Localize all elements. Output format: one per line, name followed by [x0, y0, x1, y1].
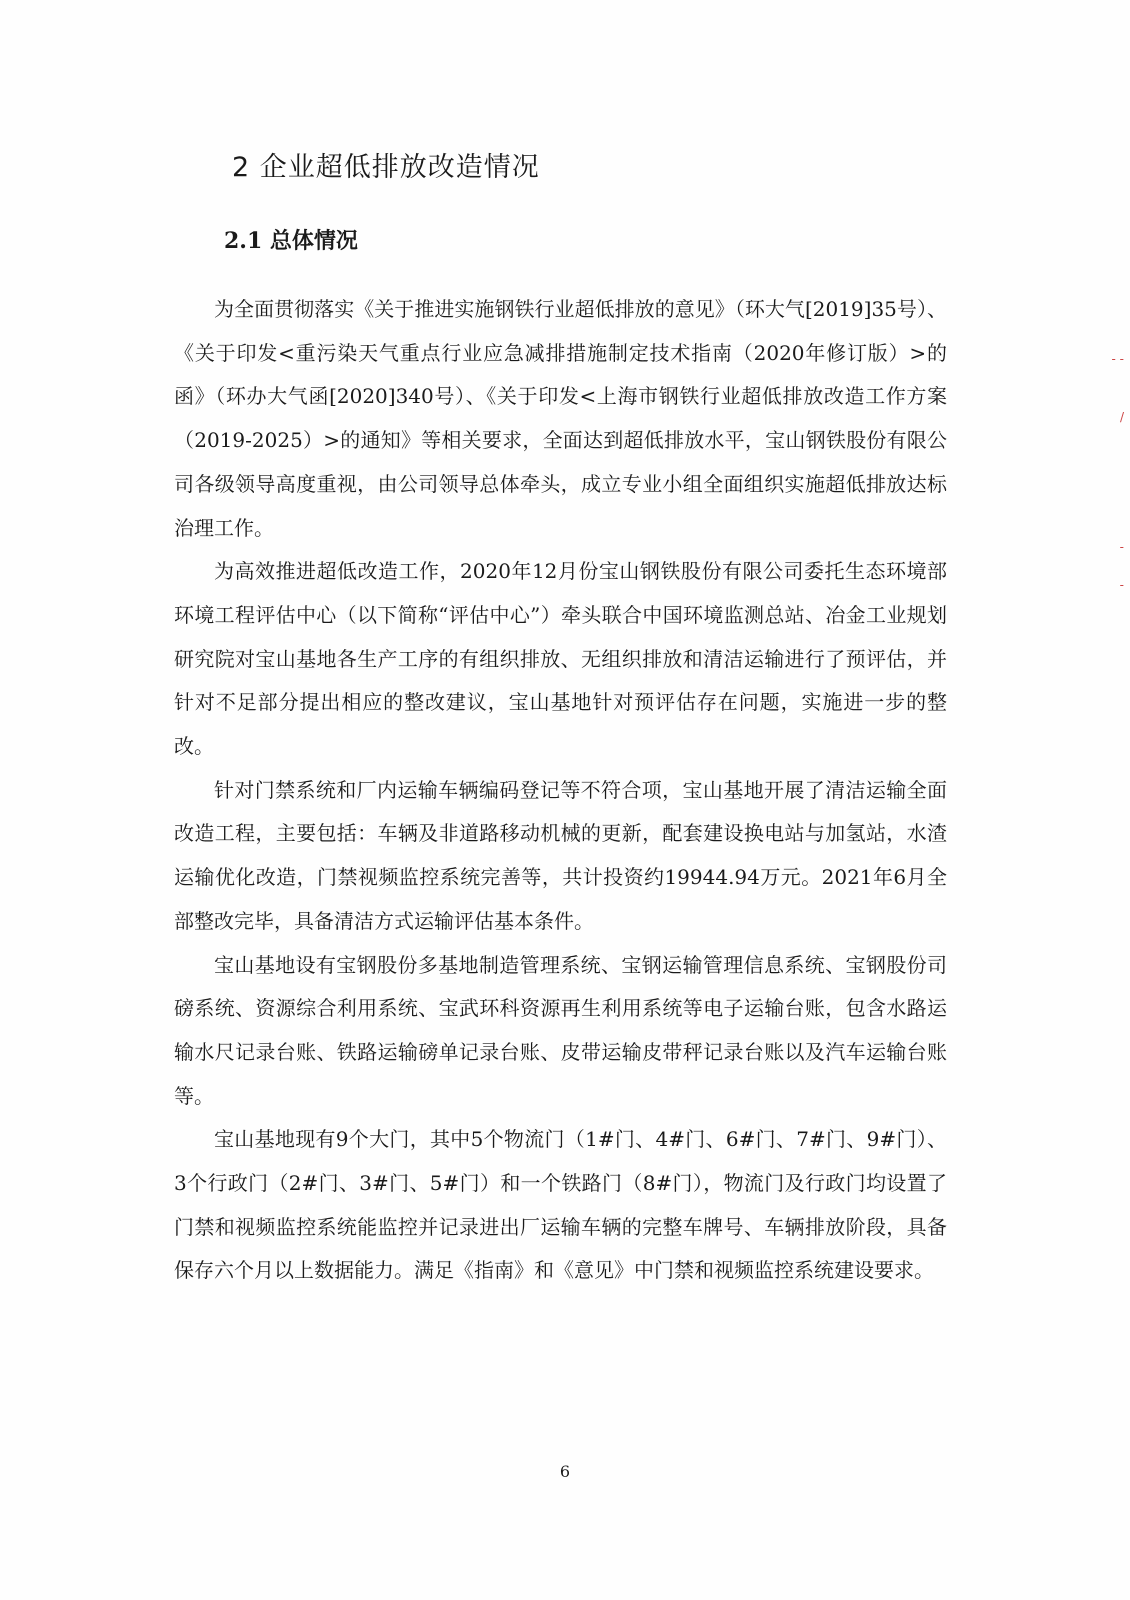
margin-scan-mark: -	[1119, 540, 1124, 554]
chapter-title: 2 企业超低排放改造情况	[232, 152, 540, 183]
margin-scan-mark: -	[1119, 578, 1124, 592]
margin-scan-mark: /	[1119, 410, 1124, 424]
paragraph-1: 为全面贯彻落实《关于推进实施钢铁行业超低排放的意见》（环大气[2019]35号）、《关于印发<重污染天气重点行业应急减排措施制定技术指南（2020年修订版）>的函》（环办大气函[2020]340号）、《关于印发<上海市钢铁行业超低排放改造工作方案（2019-2025）>的通知》等相关要求，全面达到超低排放水平，宝山钢铁股份有限公司各级领导高度重视，由公司领导总体牵头，成立专业小组全面组织实施超低排放达标治理工作。	[174, 297, 947, 540]
paragraph-3: 针对门禁系统和厂内运输车辆编码登记等不符合项，宝山基地开展了清洁运输全面改造工程，主要包括：车辆及非道路移动机械的更新，配套建设换电站与加氢站，水渣运输优化改造，门禁视频监控系统完善等，共计投资约19944.94万元。2021年6月全部整改完毕，具备清洁方式运输评估基本条件。	[174, 777, 947, 933]
page-number: 6	[559, 1462, 571, 1481]
section-title: 2.1 总体情况	[224, 228, 358, 254]
paragraph-4: 宝山基地设有宝钢股份多基地制造管理系统、宝钢运输管理信息系统、宝钢股份司磅系统、资源综合利用系统、宝武环科资源再生利用系统等电子运输台账，包含水路运输水尺记录台账、铁路运输磅单记录台账、皮带运输皮带秤记录台账以及汽车运输台账等。	[174, 952, 947, 1108]
body-text	[174, 288, 947, 1293]
paragraph-5: 宝山基地现有9个大门，其中5个物流门（1#门、4#门、6#门、7#门、9#门）、3个行政门（2#门、3#门、5#门）和一个铁路门（8#门），物流门及行政门均设置了门禁和视频监控系统能监控并记录进出厂运输车辆的完整车牌号、车辆排放阶段，具备保存六个月以上数据能力。满足《指南》和《意见》中门禁和视频监控系统建设要求。	[174, 1127, 947, 1283]
paragraph-2: 为高效推进超低改造工作，2020年12月份宝山钢铁股份有限公司委托生态环境部环境工程评估中心（以下简称“评估中心”）牵头联合中国环境监测总站、冶金工业规划研究院对宝山基地各生产工序的有组织排放、无组织排放和清洁运输进行了预评估，并针对不足部分提出相应的整改建议，宝山基地针对预评估存在问题，实施进一步的整改。	[174, 559, 947, 759]
margin-scan-mark: - -	[1111, 352, 1124, 366]
